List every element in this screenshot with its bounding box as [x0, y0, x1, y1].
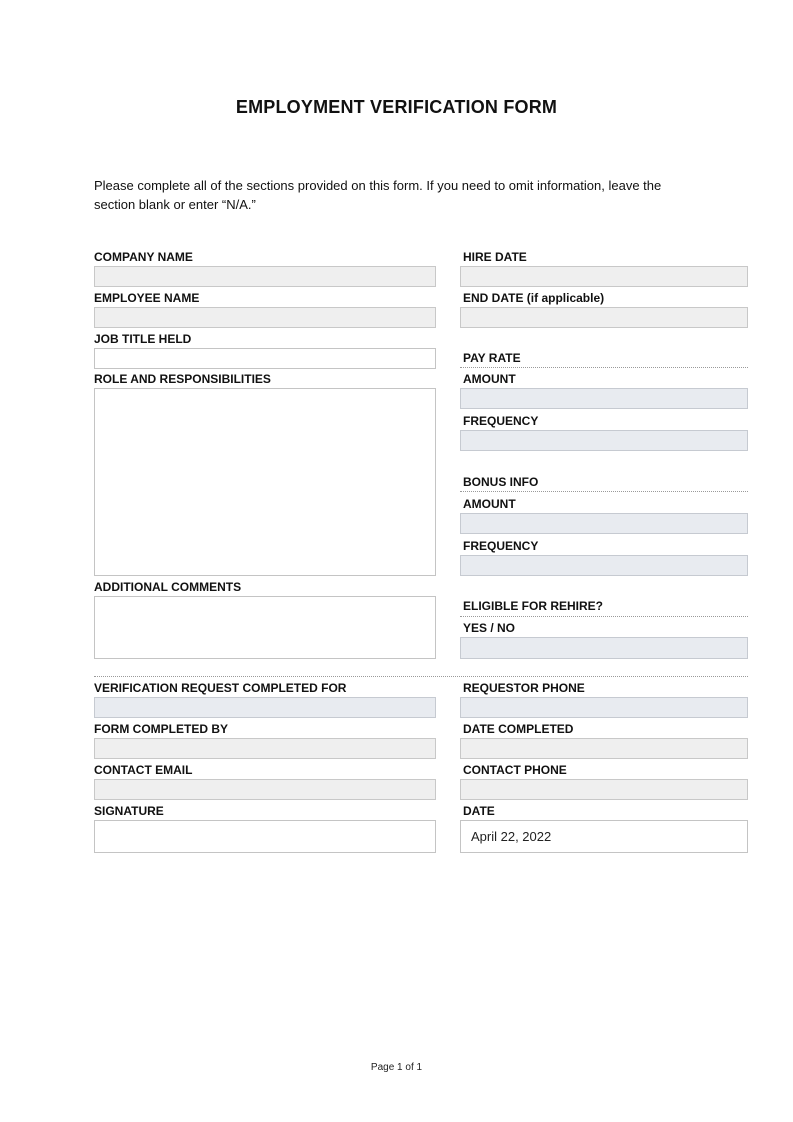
date-completed-field[interactable]: [460, 738, 748, 759]
pay-amount-label: AMOUNT: [463, 372, 516, 386]
pay-frequency-field[interactable]: [460, 430, 748, 451]
bonus-info-divider: [460, 491, 748, 492]
bonus-amount-label: AMOUNT: [463, 497, 516, 511]
company-name-label: COMPANY NAME: [94, 250, 193, 264]
contact-email-label: CONTACT EMAIL: [94, 763, 193, 777]
employee-name-label: EMPLOYEE NAME: [94, 291, 200, 305]
completed-for-label: VERIFICATION REQUEST COMPLETED FOR: [94, 681, 347, 695]
requestor-phone-label: REQUESTOR PHONE: [463, 681, 585, 695]
eligible-rehire-heading: ELIGIBLE FOR REHIRE?: [463, 599, 604, 613]
form-instructions: Please complete all of the sections provided on this form. If you need to omit information, leave the section blank or enter “N/A.”: [94, 178, 662, 212]
requestor-phone-field[interactable]: [460, 697, 748, 718]
signature-label: SIGNATURE: [94, 804, 164, 818]
pay-frequency-label: FREQUENCY: [463, 414, 539, 428]
role-responsibilities-field[interactable]: [94, 388, 436, 576]
hire-date-field[interactable]: [460, 266, 748, 287]
completed-by-label: FORM COMPLETED BY: [94, 722, 228, 736]
bonus-frequency-label: FREQUENCY: [463, 539, 539, 553]
rehire-yes-no-field[interactable]: [460, 637, 748, 659]
contact-phone-label: CONTACT PHONE: [463, 763, 567, 777]
completed-by-field[interactable]: [94, 738, 436, 759]
completed-for-field[interactable]: [94, 697, 436, 718]
job-title-field[interactable]: [94, 348, 436, 369]
signature-field[interactable]: [94, 820, 436, 853]
date-label: DATE: [463, 804, 495, 818]
pay-rate-divider: [460, 367, 748, 368]
yes-no-label: YES / NO: [463, 621, 516, 635]
role-responsibilities-label: ROLE AND RESPONSIBILITIES: [94, 372, 271, 386]
date-value: April 22, 2022: [471, 829, 552, 844]
contact-phone-field[interactable]: [460, 779, 748, 800]
hire-date-label: HIRE DATE: [463, 250, 527, 264]
bonus-frequency-field[interactable]: [460, 555, 748, 576]
pay-rate-heading: PAY RATE: [463, 351, 521, 365]
bonus-amount-field[interactable]: [460, 513, 748, 534]
page-number: Page 1 of 1: [370, 1062, 423, 1073]
bonus-info-heading: BONUS INFO: [463, 475, 539, 489]
additional-comments-field[interactable]: [94, 596, 436, 659]
contact-email-field[interactable]: [94, 779, 436, 800]
date-completed-label: DATE COMPLETED: [463, 722, 574, 736]
additional-comments-label: ADDITIONAL COMMENTS: [94, 580, 242, 594]
end-date-field[interactable]: [460, 307, 748, 328]
rehire-divider: [460, 616, 748, 617]
pay-amount-field[interactable]: [460, 388, 748, 409]
end-date-label: END DATE (if applicable): [463, 291, 605, 305]
job-title-label: JOB TITLE HELD: [94, 332, 192, 346]
section-divider: [94, 676, 748, 677]
date-field[interactable]: [460, 820, 748, 853]
form-title: EMPLOYMENT VERIFICATION FORM: [235, 97, 558, 117]
company-name-field[interactable]: [94, 266, 436, 287]
employee-name-field[interactable]: [94, 307, 436, 328]
